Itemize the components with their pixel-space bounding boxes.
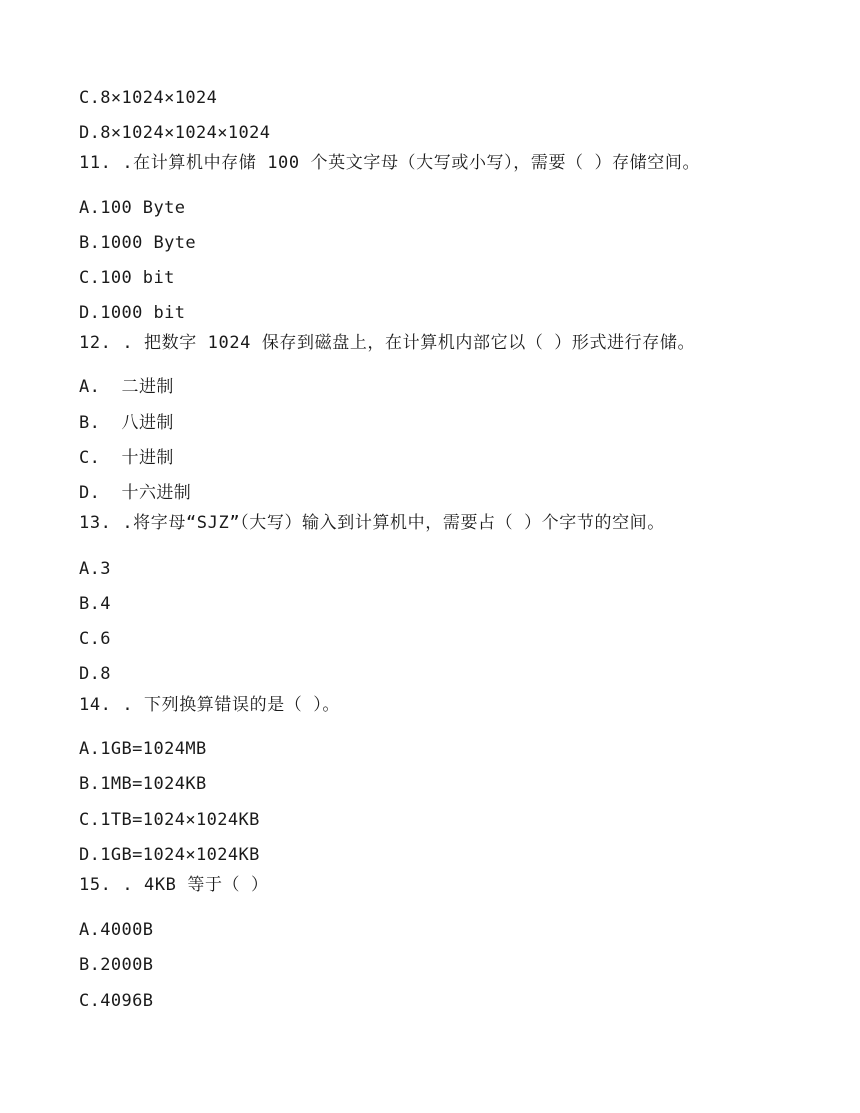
- option-b-q15: B.2000B: [79, 955, 154, 975]
- option-a-q13: A.3: [79, 559, 111, 579]
- option-b-q11: B.1000 Byte: [79, 233, 196, 253]
- question-14: 14. . 下列换算错误的是（ ）。: [79, 695, 340, 715]
- option-a-q14: A.1GB=1024MB: [79, 739, 207, 759]
- option-a-q15: A.4000B: [79, 920, 154, 940]
- option-c-q14: C.1TB=1024×1024KB: [79, 810, 260, 830]
- option-a-q12: A. 二进制: [79, 377, 174, 397]
- question-11: 11. .在计算机中存储 100 个英文字母（大写或小写），需要（ ）存储空间。: [79, 153, 701, 173]
- question-15: 15. . 4KB 等于（ ）: [79, 875, 269, 895]
- option-c-q11: C.100 bit: [79, 268, 175, 288]
- option-b-q12: B. 八进制: [79, 413, 174, 433]
- question-12: 12. . 把数字 1024 保存到磁盘上，在计算机内部它以（ ）形式进行存储。: [79, 333, 696, 353]
- option-d-q11: D.1000 bit: [79, 303, 186, 323]
- option-d-q13: D.8: [79, 664, 111, 684]
- option-c-q15: C.4096B: [79, 991, 154, 1011]
- option-c-q13: C.6: [79, 629, 111, 649]
- option-b-q14: B.1MB=1024KB: [79, 774, 207, 794]
- question-13: 13. .将字母“SJZ”（大写）输入到计算机中，需要占（ ）个字节的空间。: [79, 513, 665, 533]
- option-c-q12: C. 十进制: [79, 448, 174, 468]
- option-a-q11: A.100 Byte: [79, 198, 186, 218]
- option-d-q10: D.8×1024×1024×1024: [79, 123, 271, 143]
- option-d-q12: D. 十六进制: [79, 483, 192, 503]
- option-c-q10: C.8×1024×1024: [79, 88, 218, 108]
- option-b-q13: B.4: [79, 594, 111, 614]
- option-d-q14: D.1GB=1024×1024KB: [79, 845, 260, 865]
